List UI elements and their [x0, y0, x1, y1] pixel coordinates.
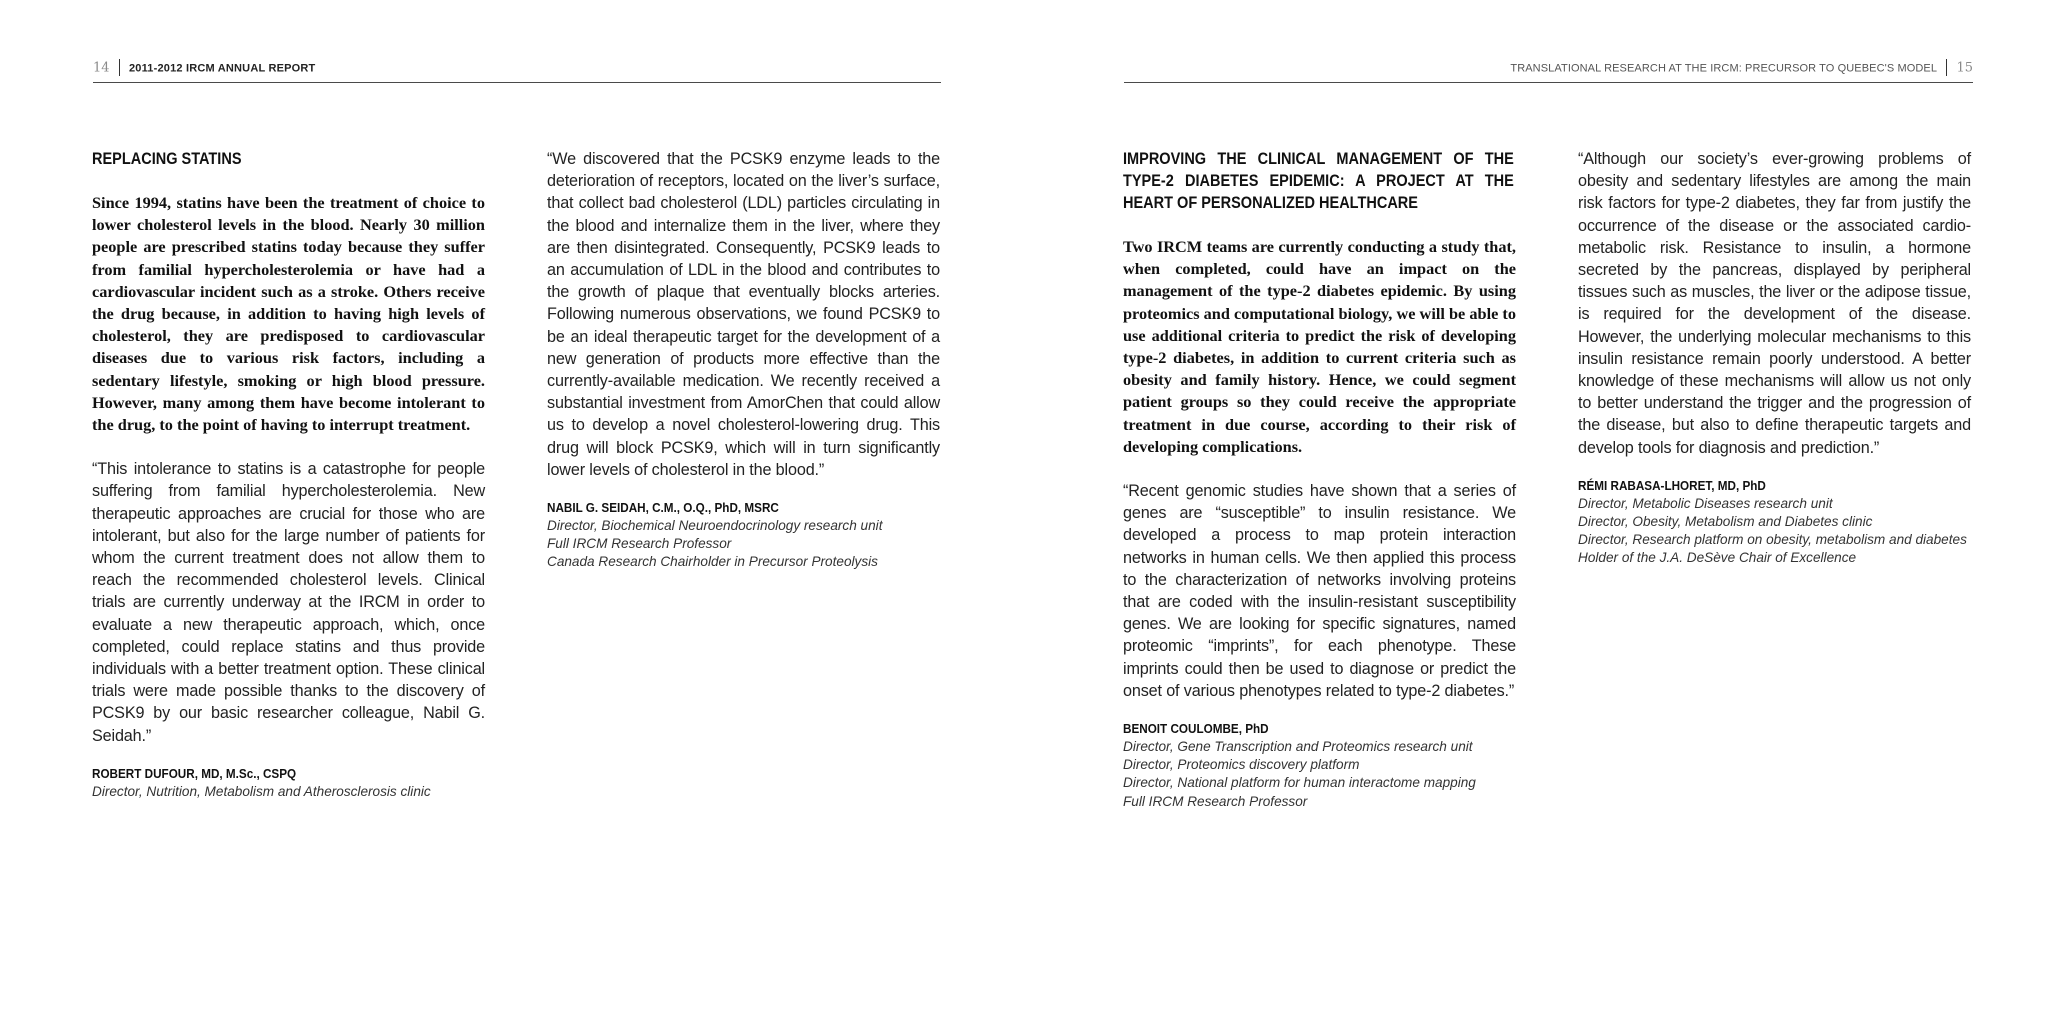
author-role: Full IRCM Research Professor	[547, 536, 732, 552]
author-roles	[1123, 738, 1516, 811]
author-role: Canada Research Chairholder in Precursor Proteolysis	[547, 554, 878, 570]
header-divider	[1946, 59, 1947, 76]
left-page-header	[93, 58, 941, 83]
section-heading: REPLACING STATINS	[92, 150, 242, 168]
author-role: Director, Proteomics discovery platform	[1123, 757, 1360, 773]
column-seidah-quote	[547, 148, 940, 572]
column-replacing-statins	[92, 148, 485, 801]
left-page-number: 14	[93, 60, 110, 76]
quote-paragraph: “Although our society’s ever-growing problems of obesity and sedentary lifestyles are among the main risk factors for type-2 diabetes, they far from justify the occurrence of the disease or the associated cardio-metabolic risk. Resistance to insulin, a hormone secreted by the pancreas, displayed by peripheral tissues such as muscles, the liver or the adipose tissue, is required for the development of the disease. However, the underlying molecular mechanisms to this insulin resistance remain poorly understood. A better knowledge of these mechanisms will allow us not only to better understand the trigger and the progression of the disease, but also to define therapeutic targets and develop tools for diagnosis and prediction.”	[1578, 150, 1971, 457]
quote-paragraph: “This intolerance to statins is a catastrophe for people suffering from familial hypercholesterolemia. New therapeutic approaches are crucial for those who are intolerant, but also for the large number of patients for whom the current treatment does not allow them to reach the recommended cholesterol levels. Clinical trials are currently underway at the IRCM in order to evaluate a new therapeutic approach, which, once completed, could replace statins and thus provide individuals with a better treatment option. These clinical trials were made possible thanks to the discovery of PCSK9 by our basic researcher colleague, Nabil G. Seidah.”	[92, 460, 485, 745]
quote-paragraph: “We discovered that the PCSK9 enzyme leads to the deterioration of receptors, located on the liver’s surface, that collect bad cholesterol (LDL) particles circulating in the blood and internalize them in the liver, where they are then disintegrated. Consequently, PCSK9 leads to an accumulation of LDL in the blood and contributes to the growth of plaque that eventually blocks arteries. Following numerous observations, we found PCSK9 to be an ideal therapeutic target for the development of a new generation of products more effective than the currently-available medication. We recently received a substantial investment from AmorChen that could allow us to develop a novel cholesterol-lowering drug. This drug will block PCSK9, which will in turn significantly lower levels of cholesterol in the blood.”	[547, 150, 940, 479]
quote-paragraph: “Recent genomic studies have shown that a series of genes are “susceptible” to insulin resistance. We developed a process to map protein interaction networks in human cells. We then applied this process to the characterization of networks involving proteins that are coded with the insulin-resistant susceptibility genes. We are looking for specific signatures, named proteomic “imprints”, for each phenotype. These imprints could then be used to diagnose or predict the onset of various phenotypes related to type-2 diabetes.”	[1123, 482, 1516, 700]
right-page-number: 15	[1956, 60, 1973, 76]
author-name: ROBERT DUFOUR, MD, M.Sc., CSPQ	[92, 765, 297, 781]
author-role: Director, Obesity, Metabolism and Diabetes clinic	[1578, 514, 1873, 530]
author-role: Holder of the J.A. DeSève Chair of Excellence	[1578, 550, 1857, 566]
author-role: Director, Nutrition, Metabolism and Atherosclerosis clinic	[92, 783, 431, 799]
author-name: BENOIT COULOMBE, PhD	[1123, 721, 1269, 737]
section-heading: IMPROVING THE CLINICAL MANAGEMENT OF THE TYPE-2 DIABETES EPIDEMIC: A PROJECT AT THE HEART OF PERSONALIZED HEALTHCARE	[1123, 150, 1514, 212]
column-rabasa-quote	[1578, 148, 1971, 568]
author-roles	[547, 517, 940, 572]
intro-paragraph: Since 1994, statins have been the treatment of choice to lower cholesterol levels in the blood. Nearly 30 million people are prescribed statins today because they suffer from familial hypercholesterolemia or have had a cardiovascular incident such as a stroke. Others receive the drug because, in addition to having high levels of cholesterol, they are predisposed to cardiovascular diseases due to various risk factors, including a sedentary lifestyle, smoking or high blood pressure. However, many among them have become intolerant to the drug, to the point of having to interrupt treatment.	[92, 193, 485, 435]
author-role: Director, Metabolic Diseases research unit	[1578, 495, 1833, 511]
author-roles	[1578, 495, 1971, 568]
author-name: RÉMI RABASA-LHORET, MD, PhD	[1578, 477, 1766, 493]
author-role: Director, Research platform on obesity, metabolism and diabetes	[1578, 532, 1967, 548]
author-roles	[92, 783, 485, 801]
author-role: Director, National platform for human interactome mapping	[1123, 775, 1476, 791]
running-title: TRANSLATIONAL RESEARCH AT THE IRCM: PRECURSOR TO QUEBEC'S MODEL	[1510, 62, 1938, 75]
intro-paragraph: Two IRCM teams are currently conducting a study that, when completed, could have an impact on the management of the type-2 diabetes epidemic. By using proteomics and computational biology, we will be able to use additional criteria to predict the risk of developing type-2 diabetes, in addition to current criteria such as obesity and family history. Hence, we could segment patient groups so they could receive the appropriate treatment in due course, according to their risk of developing complications.	[1123, 237, 1516, 456]
author-role: Full IRCM Research Professor	[1123, 793, 1308, 809]
report-title: 2011-2012 IRCM ANNUAL REPORT	[128, 62, 316, 75]
header-divider	[119, 59, 120, 76]
author-role: Director, Biochemical Neuroendocrinology research unit	[547, 518, 883, 534]
author-role: Director, Gene Transcription and Proteomics research unit	[1123, 739, 1473, 755]
column-diabetes	[1123, 148, 1516, 811]
right-page-header	[1124, 58, 1973, 83]
author-name: NABIL G. SEIDAH, C.M., O.Q., PhD, MSRC	[547, 500, 779, 516]
